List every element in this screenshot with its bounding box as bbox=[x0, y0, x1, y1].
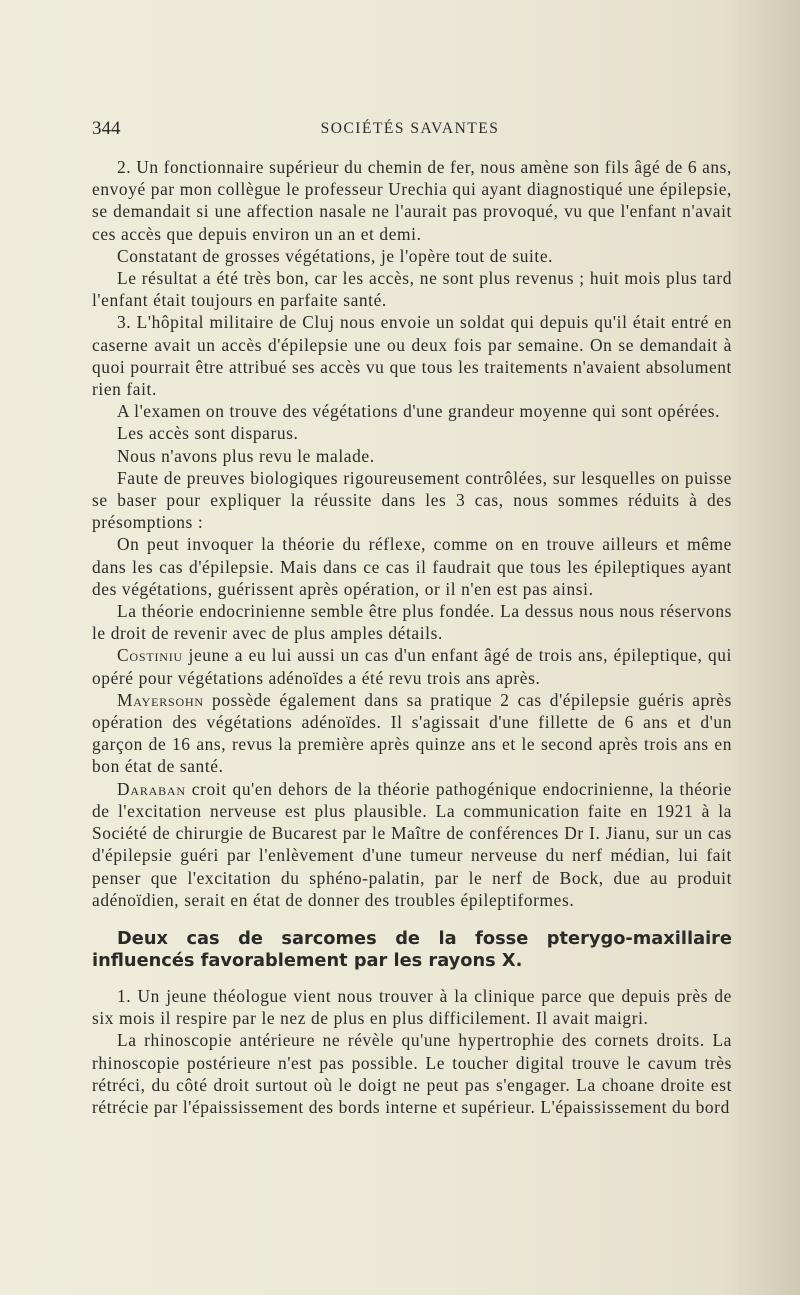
page-header bbox=[92, 118, 728, 142]
paragraph: Nous n'avons plus revu le malade. bbox=[117, 445, 375, 466]
page-number: 344 bbox=[92, 118, 121, 139]
paragraph: Le résultat a été très bon, car les accès, ne sont plus revenus ; huit mois plus tard l'enfant était toujours en parfaite santé. bbox=[92, 268, 732, 311]
author-name: Mayersohn bbox=[117, 689, 204, 710]
section-title: Deux cas de sarcomes de la fosse pterygo-maxillaire influencés favorablement par les rayons X. bbox=[92, 927, 732, 972]
paragraph: Constatant de grosses végétations, je l'opère tout de suite. bbox=[117, 245, 554, 266]
paragraph-text: jeune a eu lui aussi un cas d'un enfant âgé de trois ans, épileptique, qui opéré pour végétations adénoïdes a été revu trois ans après. bbox=[92, 645, 732, 688]
section-body bbox=[92, 985, 732, 1118]
paragraph-text: croit qu'en dehors de la théorie pathogénique endocrinienne, la théorie de l'excitation nerveuse est plus plausible. La communication faite en 1921 à la Société de chirurgie de Bucarest par le Maître de conférences Dr I. Jianu, sur un cas d'épilepsie guéri par l'enlèvement d'une tumeur nerveuse du nerf médian, lui fait penser que l'excitation du sphéno-palatin, par le nerf de Bock, due au produit adénoïdien, serait en état de donner des troubles épileptiformes. bbox=[92, 778, 732, 910]
paragraph: 3. L'hôpital militaire de Cluj nous envoie un soldat qui depuis qu'il était entré en caserne avait un accès d'épilepsie une ou deux fois par semaine. On se demandait à quoi pourrait être attribué ses accès vu que tous les traitements n'avaient absolument rien fait. bbox=[92, 312, 732, 400]
author-name: Daraban bbox=[117, 778, 186, 799]
paragraph: 1. Un jeune théologue vient nous trouver à la clinique parce que depuis près de six mois il respire par le nez de plus en plus difficilement. Il avait maigri. bbox=[92, 985, 732, 1029]
author-name: Costiniu bbox=[117, 645, 183, 666]
paragraph bbox=[92, 644, 732, 688]
paragraph bbox=[92, 689, 732, 778]
paragraph: La rhinoscopie antérieure ne révèle qu'une hypertrophie des cornets droits. La rhinoscopie postérieure n'est pas possible. Le toucher digital trouve le cavum très rétréci, du côté droit surtout où le doigt ne peut pas s'engager. La choane droite est rétrécie par l'épaississement des bords interne et supérieur. L'épaississement du bord bbox=[92, 1030, 732, 1117]
paragraph: Faute de preuves biologiques rigoureusement contrôlées, sur lesquelles on puisse se baser pour expliquer la réussite dans les 3 cas, nous sommes réduits à des présomptions : bbox=[92, 467, 732, 533]
paragraph: On peut invoquer la théorie du réflexe, comme on en trouve ailleurs et même dans les cas d'épilepsie. Mais dans ce cas il faudrait que tous les épileptiques ayant des végétations, guérissent après opération, or il n'en est pas ainsi. bbox=[92, 534, 732, 599]
paragraph: A l'examen on trouve des végétations d'une grandeur moyenne qui sont opérées. bbox=[117, 401, 721, 422]
running-title: SOCIÉTÉS SAVANTES bbox=[320, 120, 500, 137]
body-text bbox=[92, 156, 732, 1118]
paragraph: Les accès sont disparus. bbox=[117, 423, 299, 444]
paragraph: La théorie endocrinienne semble être plus fondée. La dessus nous nous réservons le droit de revenir avec de plus amples détails. bbox=[92, 601, 732, 644]
paragraph: 2. Un fonctionnaire supérieur du chemin de fer, nous amène son fils âgé de 6 ans, envoyé par mon collègue le professeur Urechia qui ayant diagnostiqué une épilepsie, se demandait si une affection nasale ne l'aurait pas provoqué, vu que l'enfant n'avait ces accès que depuis environ un an et demi. bbox=[92, 157, 732, 244]
paragraph bbox=[92, 778, 732, 911]
paragraph-text: possède également dans sa pratique 2 cas d'épilepsie guéris après opération des végétations adénoïdes. Il s'agissait d'une fillette de 6 ans et d'un garçon de 16 ans, revus la première après quinze ans et le second après trois ans en bon état de santé. bbox=[92, 689, 732, 777]
